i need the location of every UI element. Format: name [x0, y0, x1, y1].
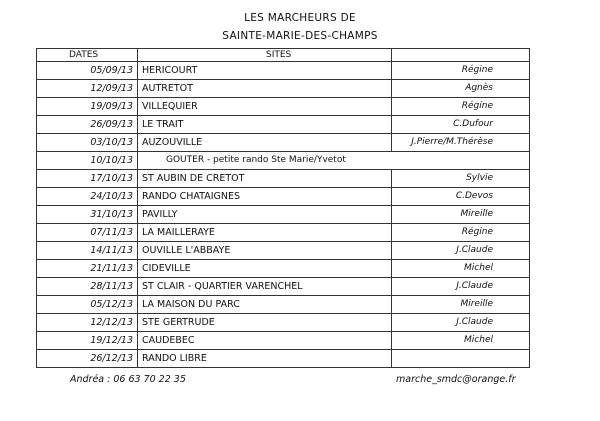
row-site: AUZOUVILLE: [138, 134, 392, 152]
row-site: RANDO LIBRE: [138, 350, 392, 368]
table-row: [37, 242, 530, 260]
row-guide: Mireille: [392, 296, 530, 314]
row-date: 07/11/13: [37, 224, 138, 242]
row-guide: C.Devos: [392, 188, 530, 206]
table-row: [37, 116, 530, 134]
table-row: [37, 296, 530, 314]
row-guide: C.Dufour: [392, 116, 530, 134]
row-site: GOUTER - petite rando Ste Marie/Yvetot: [138, 152, 530, 170]
row-date: 05/09/13: [37, 62, 138, 80]
row-site: CIDEVILLE: [138, 260, 392, 278]
table-row: [37, 152, 530, 170]
row-guide: Agnès: [392, 80, 530, 98]
row-date: 05/12/13: [37, 296, 138, 314]
table-row: [37, 206, 530, 224]
row-site: LE TRAIT: [138, 116, 392, 134]
row-site: CAUDEBEC: [138, 332, 392, 350]
row-date: 21/11/13: [37, 260, 138, 278]
row-guide: J.Claude: [392, 278, 530, 296]
row-date: 24/10/13: [37, 188, 138, 206]
row-guide: [392, 350, 530, 368]
table-row: [37, 314, 530, 332]
row-guide: Mireille: [392, 206, 530, 224]
row-site: VILLEQUIER: [138, 98, 392, 116]
table-row: [37, 170, 530, 188]
row-date: 19/12/13: [37, 332, 138, 350]
row-site: HERICOURT: [138, 62, 392, 80]
title-line-1: LES MARCHEURS DE: [244, 12, 356, 24]
row-site: OUVILLE L'ABBAYE: [138, 242, 392, 260]
row-guide: J.Claude: [392, 314, 530, 332]
row-site: ST AUBIN DE CRETOT: [138, 170, 392, 188]
row-guide: Régine: [392, 224, 530, 242]
row-date: 10/10/13: [37, 152, 138, 170]
footer-contact-phone: Andréa : 06 63 70 22 35: [70, 374, 186, 385]
row-guide: Michel: [392, 260, 530, 278]
footer-contact-email: marche_smdc@orange.fr: [396, 374, 516, 385]
row-date: 14/11/13: [37, 242, 138, 260]
row-date: 31/10/13: [37, 206, 138, 224]
header-row: [37, 49, 530, 62]
table-row: [37, 350, 530, 368]
title-line-2: SAINTE-MARIE-DES-CHAMPS: [222, 30, 378, 42]
row-date: 28/11/13: [37, 278, 138, 296]
row-guide: Michel: [392, 332, 530, 350]
row-guide: J.Claude: [392, 242, 530, 260]
row-date: 17/10/13: [37, 170, 138, 188]
header-sites: SITES: [138, 49, 392, 62]
row-guide: Régine: [392, 98, 530, 116]
row-date: 26/09/13: [37, 116, 138, 134]
row-date: 12/12/13: [37, 314, 138, 332]
row-site: AUTRETOT: [138, 80, 392, 98]
row-date: 26/12/13: [37, 350, 138, 368]
row-site: LA MAILLERAYE: [138, 224, 392, 242]
row-site: PAVILLY: [138, 206, 392, 224]
table-row: [37, 188, 530, 206]
row-site: STE GERTRUDE: [138, 314, 392, 332]
row-site: LA MAISON DU PARC: [138, 296, 392, 314]
row-date: 19/09/13: [37, 98, 138, 116]
table-row: [37, 224, 530, 242]
row-date: 03/10/13: [37, 134, 138, 152]
table-row: [37, 98, 530, 116]
table-row: [37, 134, 530, 152]
row-guide: Sylvie: [392, 170, 530, 188]
row-site: RANDO CHATAIGNES: [138, 188, 392, 206]
row-guide: Régine: [392, 62, 530, 80]
row-site: ST CLAIR - QUARTIER VARENCHEL: [138, 278, 392, 296]
table-row: [37, 62, 530, 80]
row-date: 12/09/13: [37, 80, 138, 98]
table-row: [37, 278, 530, 296]
table-row: [37, 332, 530, 350]
table-row: [37, 80, 530, 98]
schedule-table: [36, 48, 530, 368]
table-row: [37, 260, 530, 278]
row-guide: J.Pierre/M.Thérèse: [392, 134, 530, 152]
header-dates: DATES: [37, 49, 138, 62]
header-guide: [392, 49, 530, 62]
